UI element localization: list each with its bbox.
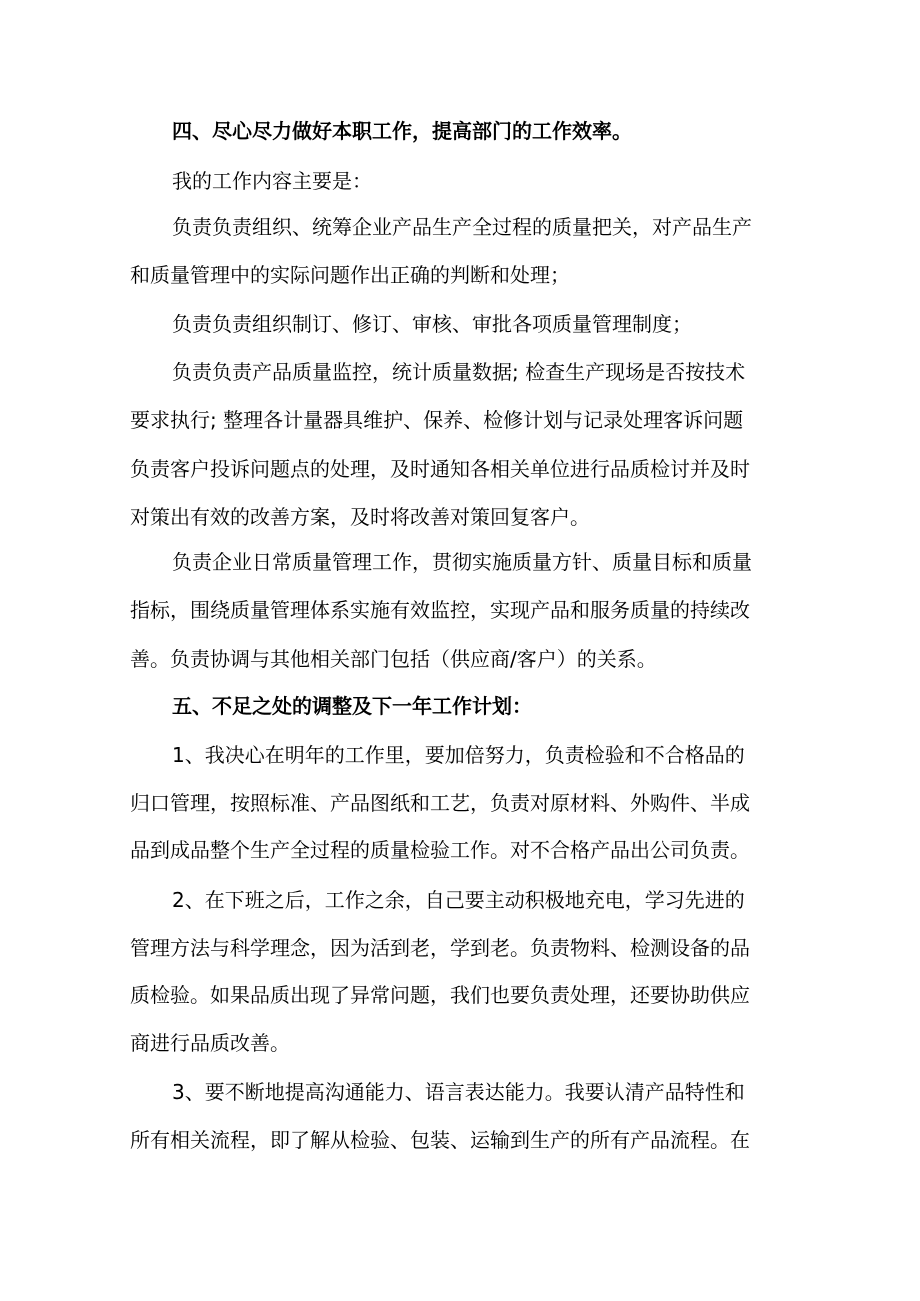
paragraph-line: 我的工作内容主要是：: [172, 169, 372, 193]
paragraph-line: 商进行品质改善。: [130, 1031, 290, 1055]
paragraph-line: 负责客户投诉问题点的处理，及时通知各相关单位进行品质检讨并及时: [130, 457, 750, 481]
paragraph-line: 善。负责协调与其他相关部门包括（供应商/客户）的关系。: [130, 647, 657, 671]
paragraph-line: 指标，围绕质量管理体系实施有效监控，实现产品和服务质量的持续改: [130, 598, 750, 622]
paragraph-line: 负责负责产品质量监控，统计质量数据; 检查生产现场是否按技术: [172, 360, 746, 384]
paragraph-line: 品到成品整个生产全过程的质量检验工作。对不合格产品出公司负责。: [130, 838, 750, 862]
paragraph-line: 管理方法与科学理念，因为活到老，学到老。负责物料、检测设备的品: [130, 936, 750, 960]
paragraph-line: 2、在下班之后，工作之余，自己要主动积极地充电，学习先进的: [172, 888, 745, 912]
section-five-heading: 五、不足之处的调整及下一年工作计划：: [172, 694, 532, 718]
section-four-heading: 四、尽心尽力做好本职工作，提高部门的工作效率。: [172, 119, 632, 143]
paragraph-line: 3、要不断地提高沟通能力、语言表达能力。我要认清产品特性和: [172, 1080, 745, 1104]
paragraph-line: 所有相关流程，即了解从检验、包装、运输到生产的所有产品流程。在: [130, 1128, 750, 1152]
paragraph-line: 归口管理，按照标准、产品图纸和工艺，负责对原材料、外购件、半成: [130, 791, 750, 815]
paragraph-line: 和质量管理中的实际问题作出正确的判断和处理；: [130, 263, 570, 287]
paragraph-line: 要求执行; 整理各计量器具维护、保养、检修计划与记录处理客诉问题: [130, 408, 744, 432]
paragraph-line: 1、我决心在明年的工作里，要加倍努力，负责检验和不合格品的: [172, 743, 745, 767]
paragraph-line: 负责负责组织制订、修订、审核、审批各项质量管理制度；: [172, 312, 692, 336]
paragraph-line: 负责企业日常质量管理工作，贯彻实施质量方针、质量目标和质量: [172, 550, 752, 574]
paragraph-line: 对策出有效的改善方案，及时将改善对策回复客户。: [130, 505, 590, 529]
paragraph-line: 质检验。如果品质出现了异常问题，我们也要负责处理，还要协助供应: [130, 983, 750, 1007]
paragraph-line: 负责负责组织、统筹企业产品生产全过程的质量把关，对产品生产: [172, 215, 752, 239]
